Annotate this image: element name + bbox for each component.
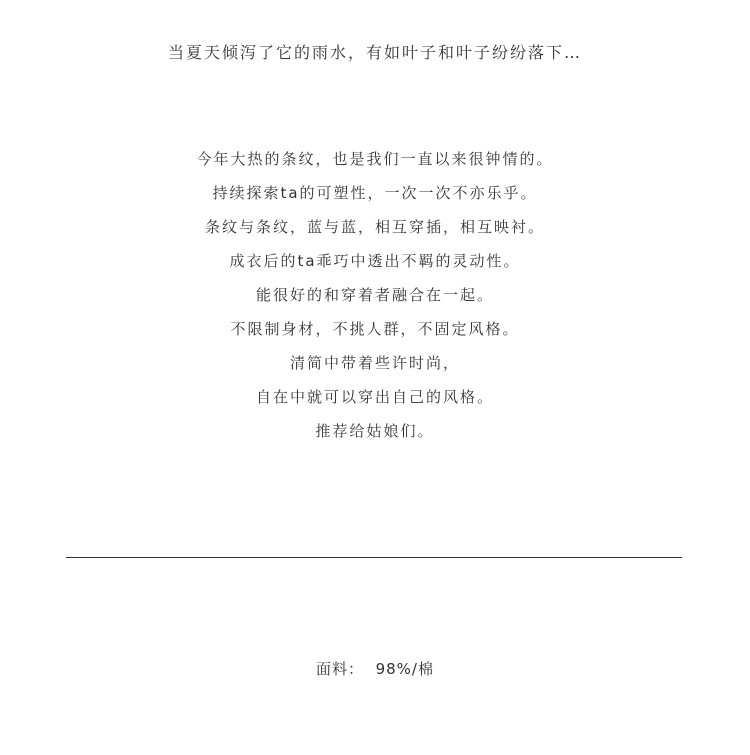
description-line: 不限制身材，不挑人群，不固定风格。 (230, 320, 520, 338)
material-label: 面料： (316, 660, 365, 678)
description-line: 推荐给姑娘们。 (315, 422, 435, 440)
headline: 当夏天倾泻了它的雨水，有如叶子和叶子纷纷落下… (167, 43, 582, 62)
product-description (0, 142, 750, 448)
material-info (0, 658, 750, 679)
description-line: 能很好的和穿着者融合在一起。 (255, 286, 494, 304)
description-line: 条纹与条纹，蓝与蓝，相互穿插，相互映衬。 (204, 218, 545, 236)
description-line: 持续探索ta的可塑性，一次一次不亦乐乎。 (212, 184, 538, 202)
description-line: 今年大热的条纹，也是我们一直以来很钟情的。 (196, 150, 554, 168)
section-divider (66, 557, 682, 558)
description-line: 清简中带着些许时尚， (289, 354, 460, 372)
description-line: 自在中就可以穿出自己的风格。 (255, 388, 494, 406)
description-line: 成衣后的ta乖巧中透出不羁的灵动性。 (229, 252, 521, 270)
material-value: 98%/棉 (375, 660, 434, 678)
